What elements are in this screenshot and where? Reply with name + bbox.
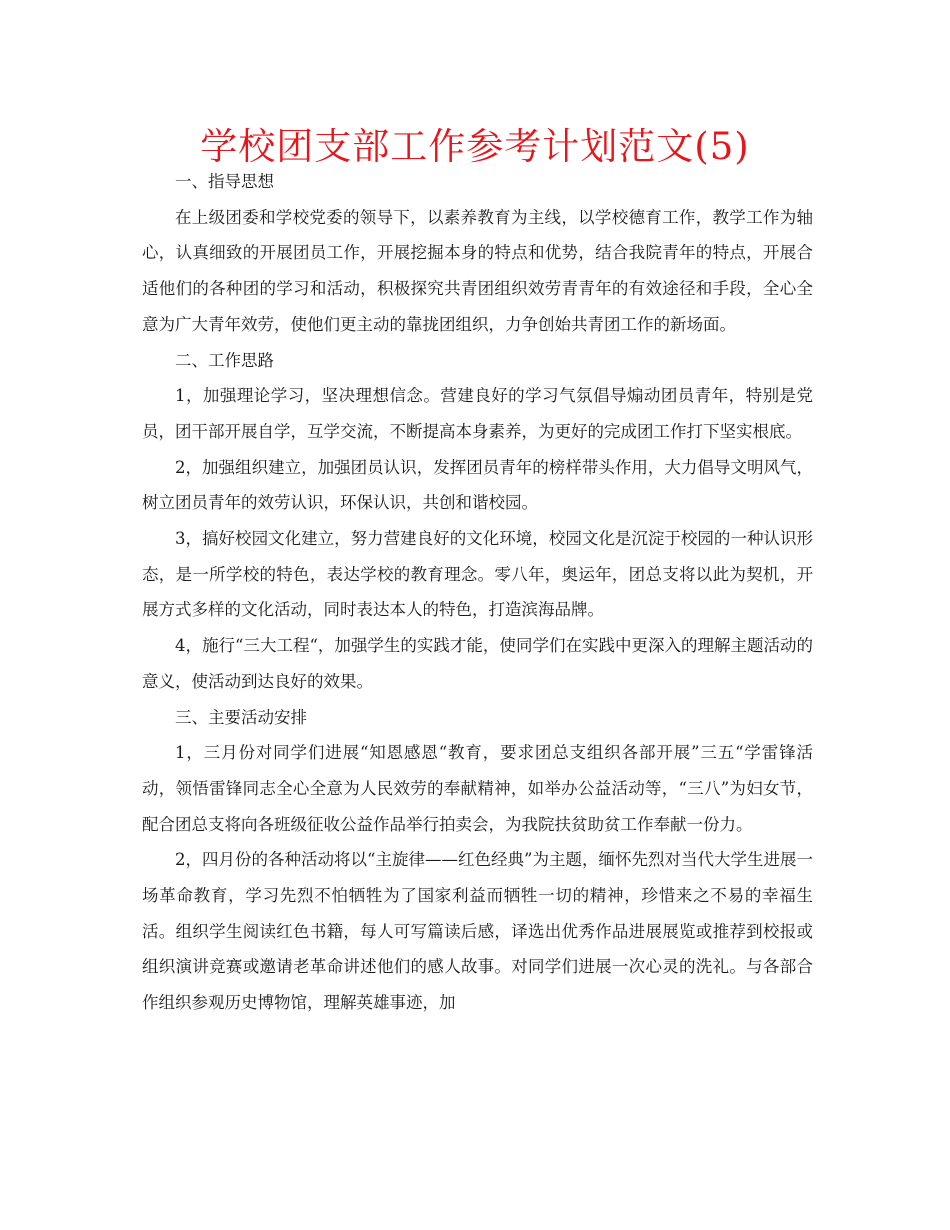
- document-body: [142, 164, 813, 1021]
- paragraph: 1，三月份对同学们进展“知恩感恩“教育，要求团总支组织各部开展”三五“学雷锋活动，领悟雷锋同志全心全意为人民效劳的奉献精神，如举办公益活动等，“三八”为妇女节，配合团总支将向各班级征收公益作品举行拍卖会，为我院扶贫助贫工作奉献一份力。: [142, 743, 813, 834]
- section-heading: 二、工作思路: [175, 350, 274, 370]
- paragraph: 2，加强组织建立，加强团员认识，发挥团员青年的榜样带头作用，大力倡导文明风气，树立团员青年的效劳认识，环保认识，共创和谐校园。: [142, 457, 813, 513]
- paragraph: 1，加强理论学习，坚决理想信念。营建良好的学习气氛倡导煽动团员青年，特别是党员，团干部开展自学，互学交流，不断提高本身素养，为更好的完成团工作打下坚实根底。: [142, 386, 813, 441]
- paragraph: 2，四月份的各种活动将以“主旋律——红色经典”为主题，缅怀先烈对当代大学生进展一场革命教育，学习先烈不怕牺牲为了国家利益而牺牲一切的精神，珍惜来之不易的幸福生活。组织学生阅读红色书籍，每人可写篇读后感，译选出优秀作品进展展览或推荐到校报或组织演讲竞赛或邀请老革命讲述他们的感人故事。对同学们进展一次心灵的洗礼。与各部合作组织参观历史博物馆，理解英雄事迹，加: [142, 850, 813, 1013]
- paragraph: 在上级团委和学校党委的领导下，以素养教育为主线，以学校德育工作，教学工作为轴心，认真细致的开展团员工作，开展挖掘本身的特点和优势，结合我院青年的特点，开展合适他们的各种团的学习和活动，积极探究共青团组织效劳青青年的有效途径和手段，全心全意为广大青年效劳，使他们更主动的靠拢团组织，力争创始共青团工作的新场面。: [142, 207, 813, 334]
- paragraph: 4，施行“三大工程“，加强学生的实践才能，使同学们在实践中更深入的理解主题活动的意义，使活动到达良好的效果。: [142, 636, 813, 691]
- section-heading: 三、主要活动安排: [175, 707, 307, 727]
- section-heading: 一、指导思想: [175, 172, 274, 191]
- paragraph: 3，搞好校园文化建立，努力营建良好的文化环境，校园文化是沉淀于校园的一种认识形态，是一所学校的特色，表达学校的教育理念。零八年，奥运年，团总支将以此为契机，开展方式多样的文化活动，同时表达本人的特色，打造滨海品牌。: [142, 529, 813, 620]
- document-title: 学校团支部工作参考计划范文(5): [200, 125, 750, 168]
